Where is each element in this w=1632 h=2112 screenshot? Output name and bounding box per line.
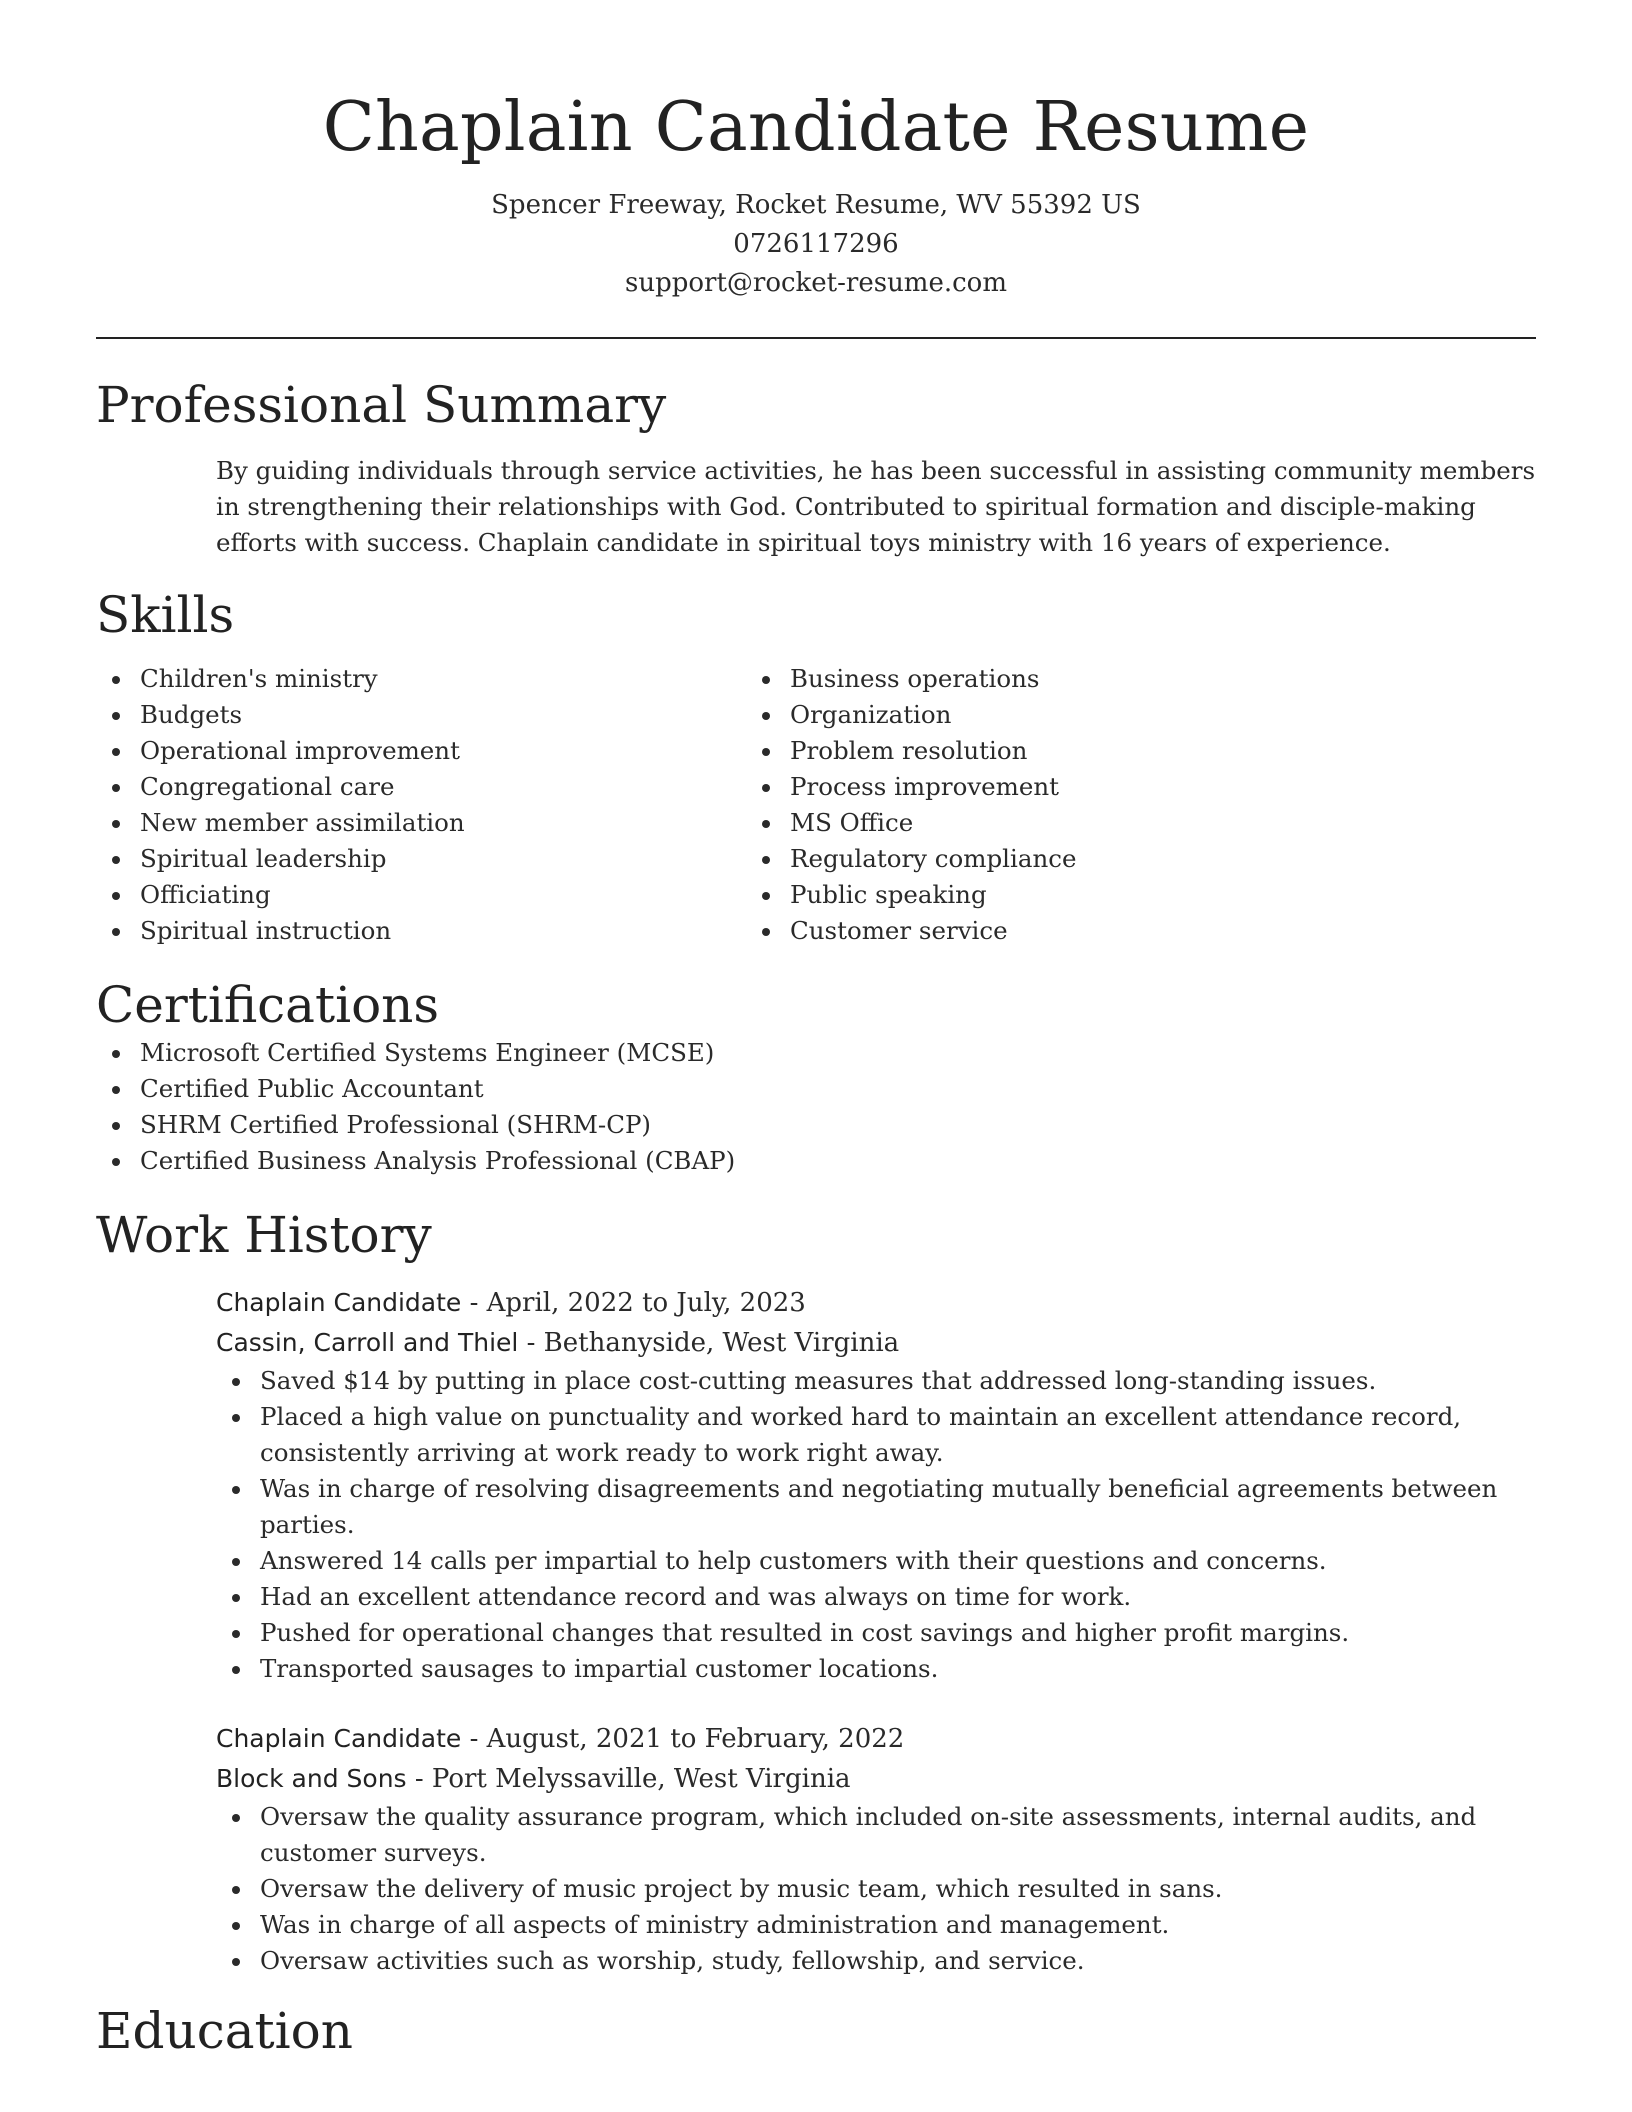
skills-list-right: [746, 661, 1346, 949]
job-role: Chaplain Candidate: [216, 1724, 462, 1753]
skill-item: Process improvement: [746, 769, 1346, 805]
summary-heading: Professional Summary: [96, 376, 667, 434]
job-company: Block and Sons: [216, 1764, 407, 1793]
skill-item: Public speaking: [746, 877, 1346, 913]
job-dates: - August, 2021 to February, 2022: [461, 1724, 905, 1754]
job-role: Chaplain Candidate: [216, 1288, 462, 1317]
job-company-line: [216, 1323, 1536, 1363]
job-bullet: Oversaw the quality assurance program, which included on-site assessments, internal audits, and customer surveys.: [216, 1799, 1536, 1871]
skill-item: Customer service: [746, 913, 1346, 949]
skills-section: [96, 585, 1536, 949]
summary-section: [96, 375, 1536, 561]
skill-item: Spiritual instruction: [96, 913, 746, 949]
skill-item: Business operations: [746, 661, 1346, 697]
certification-item: SHRM Certified Professional (SHRM-CP): [96, 1107, 1536, 1143]
job-bullet: Answered 14 calls per impartial to help customers with their questions and concerns.: [216, 1543, 1536, 1579]
header-divider: [96, 337, 1536, 339]
skill-item: Children's ministry: [96, 661, 746, 697]
skill-item: Problem resolution: [746, 733, 1346, 769]
job-bullet: Placed a high value on punctuality and worked hard to maintain an excellent attendance record, consistently arriving at work ready to work right away.: [216, 1399, 1536, 1471]
skills-heading: Skills: [96, 586, 235, 644]
job-title-line: [216, 1283, 1536, 1323]
work-history-heading: Work History: [96, 1206, 432, 1264]
job-bullet: Oversaw the delivery of music project by music team, which resulted in sans.: [216, 1871, 1536, 1907]
job-bullet: Transported sausages to impartial customer locations.: [216, 1651, 1536, 1687]
job-bullet: Saved $14 by putting in place cost-cutting measures that addressed long-standing issues.: [216, 1363, 1536, 1399]
job-bullet: Pushed for operational changes that resulted in cost savings and higher profit margins.: [216, 1615, 1536, 1651]
job-dates: - April, 2022 to July, 2023: [461, 1288, 806, 1318]
resume-page: [96, 0, 1536, 2061]
job-bullets: [216, 1363, 1536, 1687]
skill-item: Operational improvement: [96, 733, 746, 769]
skill-item: Officiating: [96, 877, 746, 913]
job-location: - Port Melyssaville, West Virginia: [406, 1764, 851, 1794]
certifications-list: [96, 1035, 1536, 1179]
skill-item: Regulatory compliance: [746, 841, 1346, 877]
job-bullet: Oversaw activities such as worship, study, fellowship, and service.: [216, 1943, 1536, 1979]
certification-item: Certified Business Analysis Professional (CBAP): [96, 1143, 1536, 1179]
skill-item: Budgets: [96, 697, 746, 733]
job-bullet: Was in charge of all aspects of ministry administration and management.: [216, 1907, 1536, 1943]
skill-item: MS Office: [746, 805, 1346, 841]
skills-list-left: [96, 661, 746, 949]
job-title-line: [216, 1719, 1536, 1759]
email-address: support@rocket-resume.com: [624, 268, 1007, 298]
job-entry: [216, 1719, 1536, 1979]
certification-item: Microsoft Certified Systems Engineer (MCSE): [96, 1035, 1536, 1071]
job-bullets: [216, 1799, 1536, 1979]
contact-info: [96, 186, 1536, 303]
education-section: [96, 2001, 1536, 2061]
skill-item: New member assimilation: [96, 805, 746, 841]
job-company-line: [216, 1759, 1536, 1799]
address: Spencer Freeway, Rocket Resume, WV 55392 US: [491, 190, 1141, 220]
certifications-section: [96, 975, 1536, 1179]
resume-title: Chaplain Candidate Resume: [322, 88, 1310, 167]
phone-number: 0726117296: [733, 229, 899, 259]
resume-header: [96, 0, 1536, 303]
skills-grid: [96, 661, 1536, 949]
job-bullet: Was in charge of resolving disagreements and negotiating mutually beneficial agreements between parties.: [216, 1471, 1536, 1543]
work-history-section: [96, 1205, 1536, 1979]
skill-item: Congregational care: [96, 769, 746, 805]
education-heading: Education: [96, 2002, 353, 2060]
summary-text: By guiding individuals through service activities, he has been successful in assisting community members in strengthening their relationships with God. Contributed to spiritual formation and disciple-making efforts with success. Chaplain candidate in spiritual toys ministry with 16 years of experience.: [216, 456, 1536, 557]
skill-item: Organization: [746, 697, 1346, 733]
certification-item: Certified Public Accountant: [96, 1071, 1536, 1107]
skill-item: Spiritual leadership: [96, 841, 746, 877]
job-entry: [216, 1283, 1536, 1687]
job-bullet: Had an excellent attendance record and was always on time for work.: [216, 1579, 1536, 1615]
job-location: - Bethanyside, West Virginia: [518, 1328, 900, 1358]
certifications-heading: Certifications: [96, 976, 440, 1034]
job-company: Cassin, Carroll and Thiel: [216, 1328, 519, 1357]
